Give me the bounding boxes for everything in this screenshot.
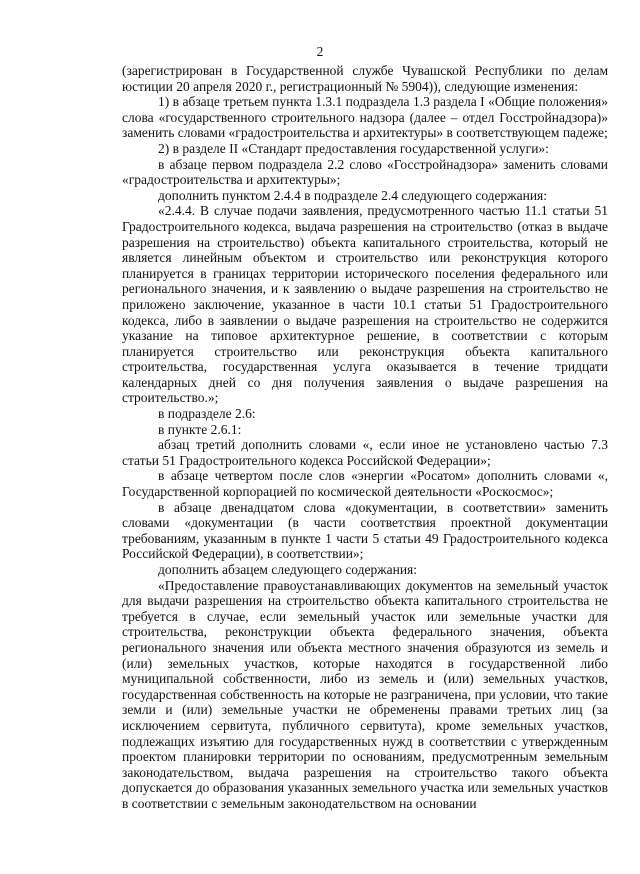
paragraph-fourth-abzac: в абзаце четвертом после слов «энергии «Росатом» дополнить словами «, Государственной корпорацией по космической деятельности «Роскосмос»;	[122, 468, 608, 500]
paragraph-point-2-6-1: в пункте 2.6.1:	[158, 421, 242, 437]
paragraph-item-2: 2) в разделе II «Стандарт предоставления государственной услуги»:	[158, 140, 549, 156]
paragraph-subsection-2-6: в подразделе 2.6:	[158, 406, 256, 422]
paragraph-subsection-2-2: в абзаце первом подраздела 2.2 слово «Госстройнадзора» заменить словами «градостроительства и архитектуры»;	[122, 156, 608, 188]
paragraph-intro: (зарегистрирован в Государственной службе Чувашской Республики по делам юстиции 20 апреля 2020 г., регистрационный № 5904)), следующие изменения:	[122, 63, 608, 94]
paragraph-add-abzac: дополнить абзацем следующего содержания:	[158, 562, 418, 577]
page-number: 2	[316, 44, 324, 59]
paragraph-item-1: 1) в абзаце третьем пункта 1.3.1 подраздела 1.3 раздела I «Общие положения» слова «государственного строительного надзора (далее – отдел Госстройнадзора)» заменить словами «градостроительства и архитектуры» в соответствующем падеже;	[122, 94, 608, 141]
document-body	[122, 63, 608, 812]
paragraph-land-documents: «Предоставление правоустанавливающих документов на земельный участок для выдачи разрешения на строительство объекта капитального строительства не требуется в случае, если земельный участок или земельные участки для строительства, реконструкции объекта федерального значения, объекта регионального значения или объекта местного значения образуются из земель и (или) земельных участков, которые находятся в государственной либо муниципальной собственности, либо из земель и (или) земельных участков, государственная собственность на которые не разграничена, при условии, что такие земли и (или) земельные участки не обременены правами третьих лиц (за исключением сервитута, публичного сервитута), кроме земельных участков, подлежащих изъятию для государственных нужд в соответствии с утвержденным проектом планировки территории по основаниям, предусмотренным земельным законодательством, выдача разрешения на строительство такого объекта допускается до образования указанных земельного участка или земельных участков в соответствии с земельным законодательством на основании	[122, 577, 608, 811]
paragraph-twelfth-abzac: в абзаце двенадцатом слова «документации, в соответствии» заменить словами «документации (в части соответствия проектной документации требованиям, указанным в пункте 1 части 5 статьи 49 Градостроительного кодекса Российской Федерации), в соответствии»;	[122, 499, 608, 562]
paragraph-add-2-4-4: дополнить пунктом 2.4.4 в подразделе 2.4 следующего содержания:	[158, 187, 548, 203]
paragraph-2-4-4-text: «2.4.4. В случае подачи заявления, предусмотренного частью 11.1 статьи 51 Градостроительного кодекса, выдача разрешения на строительство (отказ в выдаче разрешения на строительство) объекта капитального строительства, который не является линейным объектом и строительство или реконструкция которого планируется в границах территории исторического поселения федерального или регионального значения, и к заявлению о выдаче разрешения на строительство не приложено заключение, указанное в части 10.1 статьи 51 Градостроительного кодекса, либо в заявлении о выдаче разрешения на строительство не содержится указание на типовое архитектурное решение, в соответствии с которым планируется строительство или реконструкция объекта капитального строительства, государственная услуга оказывается в течение тридцати календарных дней со дня получения заявления о выдаче разрешения на строительство.»;	[122, 203, 608, 406]
paragraph-third-abzac: абзац третий дополнить словами «, если иное не установлено частью 7.3 статьи 51 Градостроительного кодекса Российской Федерации»;	[122, 437, 608, 468]
